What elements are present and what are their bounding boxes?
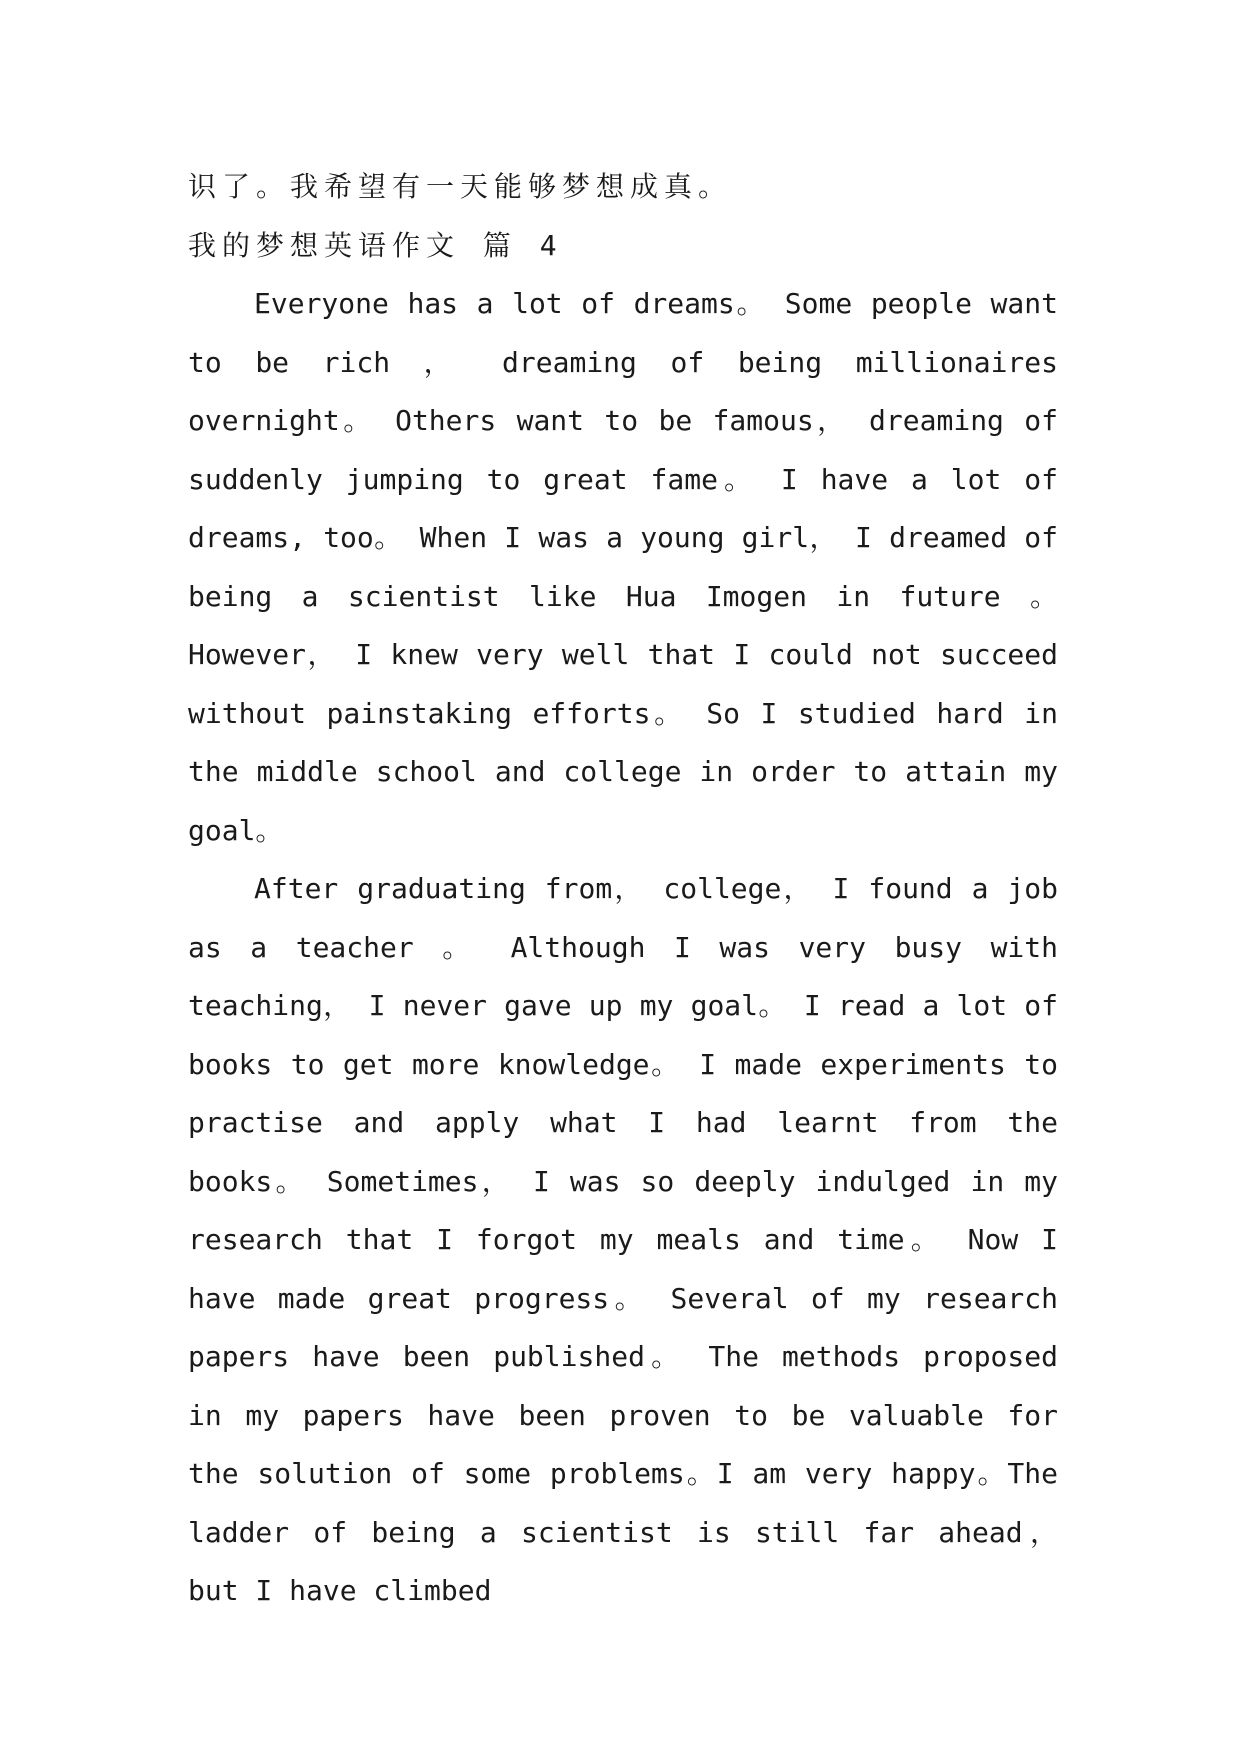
- continued-text-line: 识了。我希望有一天能够梦想成真。: [188, 170, 733, 203]
- paragraph-1: Everyone has a lot of dreams。 Some people want to be rich ， dreaming of being millionaires overnight。 Others want to be famous， dreaming of suddenly jumping to great fame。 I have a lot of dreams, too。 When I was a young girl， I dreamed of being a scientist like Hua Imogen in future 。 However， I knew very well that I could not succeed without painstaking efforts。 So I studied hard in the middle school and college in order to attain my goal。: [188, 287, 1058, 847]
- document-body: [188, 158, 1058, 1621]
- paragraph-2: After graduating from， college， I found a job as a teacher 。 Although I was very busy with teaching， I never gave up my goal。 I read a lot of books to get more knowledge。 I made experiments to practise and apply what I had learnt from the books。 Sometimes， I was so deeply indulged in my research that I forgot my meals and time。 Now I have made great progress。 Several of my research papers have been published。 The methods proposed in my papers have been proven to be valuable for the solution of some problems。I am very happy。The ladder of being a scientist is still far ahead， but I have climbed: [188, 872, 1058, 1607]
- section-heading: 我的梦想英语作文 篇 4: [188, 228, 563, 262]
